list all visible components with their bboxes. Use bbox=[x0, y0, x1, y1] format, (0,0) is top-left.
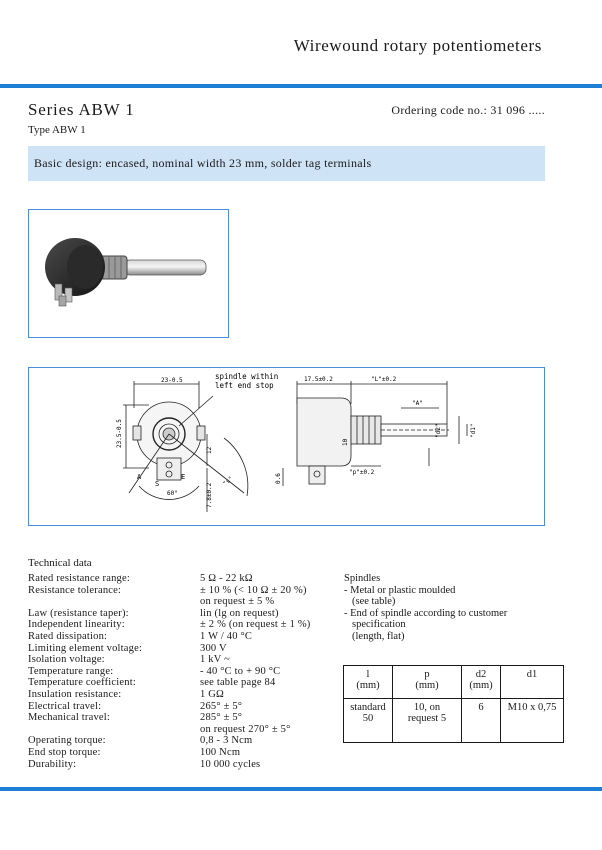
spec-row bbox=[28, 689, 311, 701]
spec-value: see table page 84 bbox=[200, 677, 276, 689]
spec-value: 1 kV ~ bbox=[200, 654, 231, 666]
spec-row bbox=[28, 701, 311, 713]
spec-row bbox=[28, 573, 311, 585]
spec-row bbox=[28, 619, 311, 631]
cell-d1: M10 x 0,75 bbox=[501, 699, 564, 743]
table-row bbox=[344, 699, 564, 743]
spec-label: Operating torque: bbox=[28, 735, 106, 747]
header-d2: d2 (mm) bbox=[462, 666, 501, 699]
dim-L: "L"±0.2 bbox=[371, 376, 397, 383]
spec-label: End stop torque: bbox=[28, 746, 101, 758]
spec-label: Temperature range: bbox=[28, 665, 114, 677]
spindles-section bbox=[344, 573, 507, 643]
spindles-heading: Spindles bbox=[344, 573, 381, 584]
spindles-line: specification bbox=[352, 619, 406, 631]
spec-value: on request ± 5 % bbox=[200, 596, 275, 608]
spec-label bbox=[28, 596, 200, 608]
top-divider bbox=[0, 84, 602, 88]
series-title: Series ABW 1 bbox=[28, 100, 135, 119]
spec-value: 5 Ω - 22 kΩ bbox=[200, 573, 253, 584]
spec-label: Rated dissipation: bbox=[28, 630, 108, 642]
terminal-e-label: E bbox=[181, 473, 186, 481]
spindle-note-line2: left end stop bbox=[215, 381, 274, 390]
terminal-a-label: A bbox=[137, 473, 142, 481]
spec-label: Isolation voltage: bbox=[28, 654, 105, 666]
dim-10: 10 bbox=[342, 438, 349, 446]
spindles-line: (length, flat) bbox=[352, 630, 405, 642]
technical-data-heading: Technical data bbox=[28, 557, 92, 569]
spec-label: Rated resistance range: bbox=[28, 573, 130, 584]
bottom-divider bbox=[0, 787, 602, 791]
spec-label: Mechanical travel: bbox=[28, 712, 111, 724]
spec-value: 0,8 - 3 Ncm bbox=[200, 735, 253, 747]
spec-value: ± 10 % (< 10 Ω ± 20 %) bbox=[200, 584, 307, 596]
spindles-line: - End of spindle according to customer bbox=[344, 607, 508, 619]
spec-value: 10 000 cycles bbox=[200, 758, 261, 770]
dim-s: "s" bbox=[221, 475, 235, 488]
dim-17-5: 17.5±0.2 bbox=[304, 376, 333, 383]
basic-design-text: Basic design: encased, nominal width 23 mm, solder tag terminals bbox=[34, 156, 372, 170]
dim-60: 60° bbox=[167, 490, 178, 497]
dim-0-6: 0.6 bbox=[275, 473, 282, 484]
spec-label: Independent linearity: bbox=[28, 619, 125, 631]
spindles-line: - Metal or plastic moulded bbox=[344, 584, 456, 596]
spec-label: Electrical travel: bbox=[28, 700, 102, 712]
cell-d2: 6 bbox=[462, 699, 501, 743]
spec-label: Resistance tolerance: bbox=[28, 584, 122, 596]
spec-value: 100 Ncm bbox=[200, 746, 241, 758]
dim-23-5: 23.5-0.5 bbox=[116, 419, 123, 448]
terminal-s-label: S bbox=[155, 480, 160, 488]
dim-d2: "d2" bbox=[435, 423, 442, 438]
dim-23: 23-0.5 bbox=[161, 377, 183, 384]
header-l: l (mm) bbox=[344, 666, 393, 699]
dim-A: "A" bbox=[412, 400, 423, 407]
spec-value: 300 V bbox=[200, 642, 227, 654]
cell-l: standard 50 bbox=[344, 699, 393, 743]
spec-value: 285° ± 5° bbox=[200, 712, 243, 724]
spec-label: Law (resistance taper): bbox=[28, 607, 129, 619]
spec-label: Temperature coefficient: bbox=[28, 677, 136, 689]
header-p: p (mm) bbox=[393, 666, 462, 699]
spec-value: lin (lg on request) bbox=[200, 607, 279, 619]
dim-12: 12 bbox=[206, 446, 213, 454]
spec-label: Durability: bbox=[28, 758, 77, 770]
technical-data-list bbox=[28, 573, 311, 770]
spec-row bbox=[28, 654, 311, 666]
spec-value: on request 270° ± 5° bbox=[200, 723, 291, 735]
spindles-line: (see table) bbox=[352, 596, 396, 608]
spec-row bbox=[28, 631, 311, 643]
dim-p: "p"±0.2 bbox=[349, 469, 375, 476]
spindle-table bbox=[343, 665, 564, 743]
spec-row bbox=[28, 677, 311, 689]
ordering-code: Ordering code no.: 31 096 ..... bbox=[391, 103, 545, 117]
spec-row bbox=[28, 596, 311, 608]
spec-row bbox=[28, 585, 311, 597]
spec-row bbox=[28, 747, 311, 759]
basic-design-banner bbox=[28, 146, 545, 181]
dim-d1: "d1" bbox=[470, 423, 477, 438]
spec-value: ± 2 % (on request ± 1 %) bbox=[200, 619, 311, 631]
spec-row bbox=[28, 724, 311, 736]
spec-row bbox=[28, 735, 311, 747]
technical-drawing bbox=[29, 368, 544, 525]
spec-label: Limiting element voltage: bbox=[28, 642, 143, 654]
type-label: Type ABW 1 bbox=[28, 124, 86, 136]
spec-row bbox=[28, 608, 311, 620]
spec-label bbox=[28, 724, 200, 736]
dim-7-8: 7.8±0.2 bbox=[206, 482, 213, 508]
spec-value: - 40 °C to + 90 °C bbox=[200, 665, 281, 677]
product-photo bbox=[28, 209, 229, 338]
cell-p: 10, on request 5 bbox=[393, 699, 462, 743]
potentiometer-illustration bbox=[29, 210, 228, 337]
spec-value: 1 W / 40 °C bbox=[200, 630, 253, 642]
spec-value: 265° ± 5° bbox=[200, 700, 243, 712]
spec-row bbox=[28, 643, 311, 655]
page-title: Wirewound rotary potentiometers bbox=[293, 36, 542, 55]
spec-value: 1 GΩ bbox=[200, 688, 225, 700]
table-header-row bbox=[344, 666, 564, 699]
spec-row bbox=[28, 666, 311, 678]
spec-row bbox=[28, 759, 311, 771]
header-d1: d1 bbox=[501, 666, 564, 699]
spec-label: Insulation resistance: bbox=[28, 688, 122, 700]
spec-row bbox=[28, 712, 311, 724]
dimension-drawing bbox=[28, 367, 545, 526]
spindle-note-line1: spindle within bbox=[215, 372, 279, 381]
